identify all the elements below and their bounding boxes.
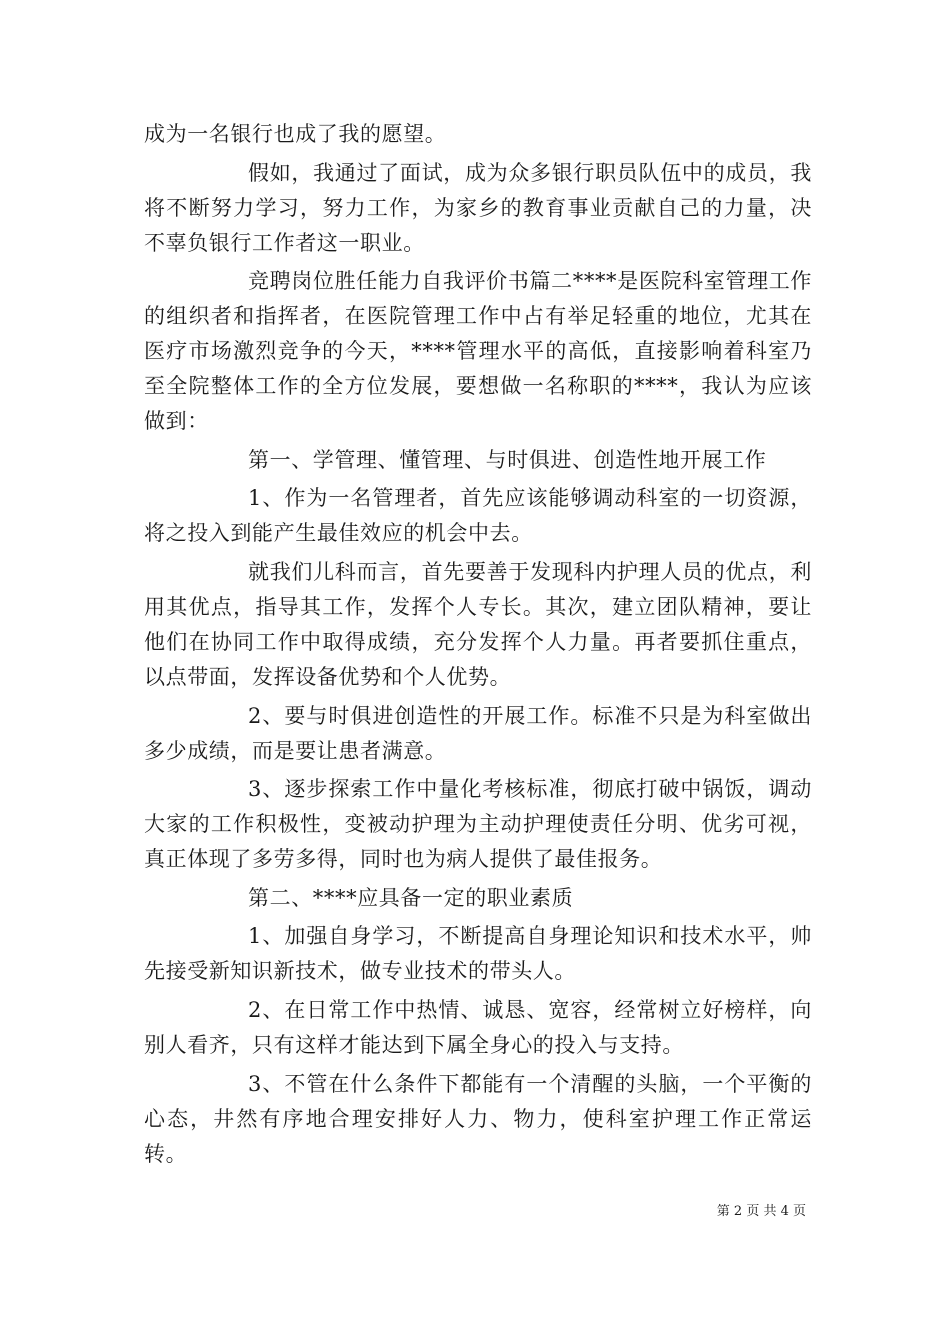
section-heading: 第一、学管理、懂管理、与时俱进、创造性地开展工作 bbox=[248, 447, 767, 472]
paragraph: 2、在日常工作中热情、诚恳、宽容，经常树立好榜样，向别人看齐，只有这样才能达到下属全身心的投入与支持。 bbox=[144, 997, 812, 1057]
page-number: 第 2 页 共 4 页 bbox=[716, 1204, 806, 1219]
paragraph: 1、加强自身学习，不断提高自身理论知识和技术水平，帅先接受新知识新技术，做专业技术的带头人。 bbox=[144, 924, 812, 984]
paragraph: 就我们儿科而言，首先要善于发现科内护理人员的优点，利用其优点，指导其工作，发挥个人专长。其次，建立团队精神，要让他们在协同工作中取得成绩，充分发挥个人力量。再者要抓住重点，以点带面，发挥设备优势和个人优势。 bbox=[144, 559, 812, 689]
paragraph: 3、不管在什么条件下都能有一个清醒的头脑，一个平衡的心态，井然有序地合理安排好人力、物力，使科室护理工作正常运转。 bbox=[144, 1071, 812, 1166]
paragraph: 3、逐步探索工作中量化考核标准，彻底打破中锅饭，调动大家的工作积极性，变被动护理为主动护理使责任分明、优劣可视，真正体现了多劳多得，同时也为病人提供了最佳报务。 bbox=[144, 777, 812, 872]
paragraph: 成为一名银行也成了我的愿望。 bbox=[144, 122, 447, 146]
paragraph: 竞聘岗位胜任能力自我评价书篇二****是医院科室管理工作的组织者和指挥者，在医院管理工作中占有举足轻重的地位，尤其在医疗市场激烈竞争的今天，****管理水平的高低，直接影响着科室乃至全院整体工作的全方位发展，要想做一名称职的****，我认为应该做到： bbox=[144, 269, 812, 434]
section-heading: 第二、****应具备一定的职业素质 bbox=[248, 885, 574, 910]
document-body bbox=[144, 117, 812, 1175]
paragraph: 1、作为一名管理者，首先应该能够调动科室的一切资源，将之投入到能产生最佳效应的机会中去。 bbox=[144, 486, 812, 546]
paragraph: 假如，我通过了面试，成为众多银行职员队伍中的成员，我将不断努力学习，努力工作，为家乡的教育事业贡献自己的力量，决不辜负银行工作者这一职业。 bbox=[144, 160, 812, 255]
paragraph: 2、要与时俱进创造性的开展工作。标准不只是为科室做出多少成绩，而是要让患者满意。 bbox=[144, 703, 812, 763]
